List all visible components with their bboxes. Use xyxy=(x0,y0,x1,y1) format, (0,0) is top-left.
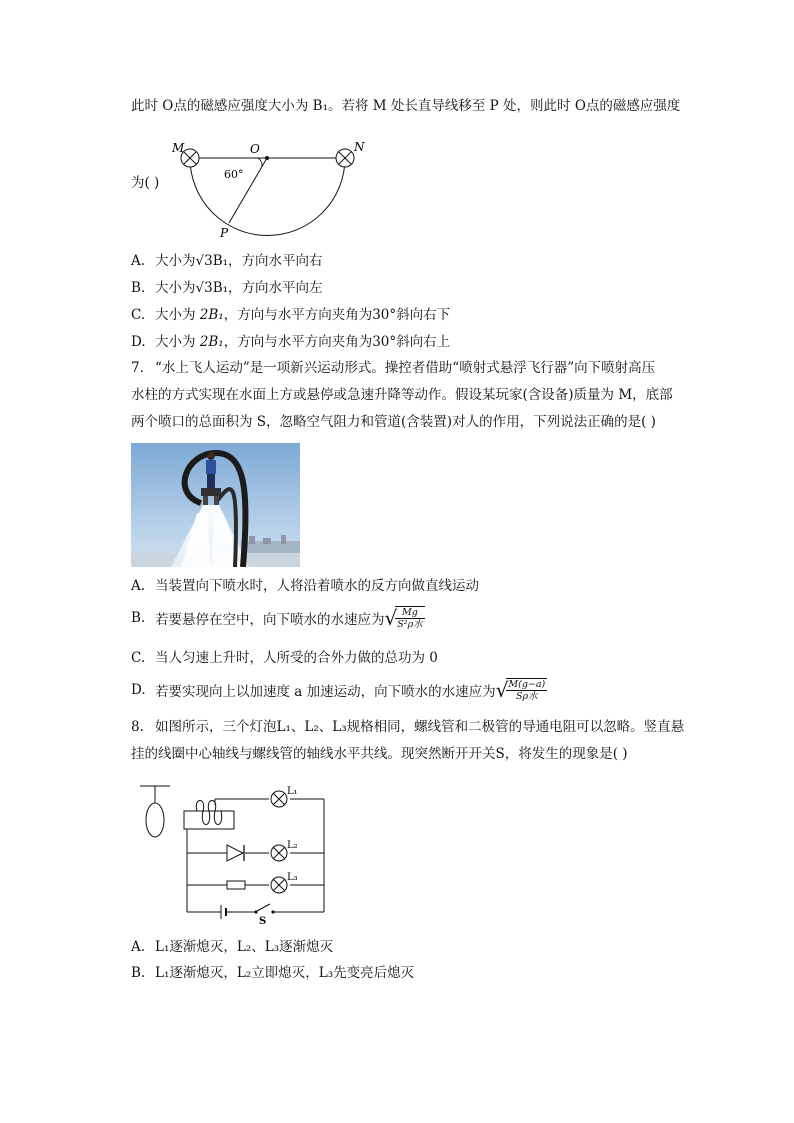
point-o xyxy=(265,156,269,160)
label-l1: L₁ xyxy=(287,786,298,797)
q7-option-b: B. 若要悬停在空中，向下喷水的水速应为 √ $\frac{Mg}{\text{S²ρ水}}$ xyxy=(131,606,423,630)
q7-stem-line1: 7. “水上飞人运动”是一项新兴运动形式。操控者借助“喷射式悬浮飞行器”向下喷射高压 xyxy=(131,360,656,376)
q7-stem-line3: 两个喷口的总面积为 S，忽略空气阻力和管道(含装置)对人的作用，下列说法正确的是( ) xyxy=(131,414,656,430)
q6-stem-line2: 为( ) xyxy=(131,175,160,191)
q8-option-b: B. L₁逐渐熄灭，L₂立即熄灭，L₃先变亮后熄灭 xyxy=(131,965,415,981)
jetpack-flyer-photo xyxy=(131,443,300,567)
q8-stem-line1: 8. 如图所示，三个灯泡L₁、L₂、L₃规格相同，螺线管和二极管的导通电阻可以忽略。竖直悬 xyxy=(131,719,685,735)
label-n: N xyxy=(354,140,365,154)
label-m: M xyxy=(172,141,185,155)
q7-option-d: D. 若要实现向上以加速度 a 加速运动，向下喷水的水速应为 √ $\frac{M(g-a)}{\text{Sρ水}}$ xyxy=(131,678,546,702)
label-l3: L₃ xyxy=(287,872,298,883)
q6-stem-line1: 此时 O点的磁感应强度大小为 B₁。若将 M 处长直导线移至 P 处，则此时 O点的磁感应强度 xyxy=(131,98,681,114)
sqrt-formula-b: √ $\frac{Mg}{\text{S²ρ水}}$ xyxy=(384,606,423,630)
q8-option-a: A. L₁逐渐熄灭，L₂、L₃逐渐熄灭 xyxy=(131,939,334,955)
semicircle-arc xyxy=(190,158,345,236)
diode-icon xyxy=(227,845,244,861)
q7-option-a: A. 当装置向下喷水时，人将沿着喷水的反方向做直线运动 xyxy=(131,578,479,594)
angle-arc xyxy=(258,158,262,166)
sqrt-formula-d: √ $\frac{M(g-a)}{\text{Sρ水}}$ xyxy=(495,678,546,702)
q6-magnetic-figure xyxy=(170,138,370,243)
label-l2: L₂ xyxy=(287,840,298,851)
q6-option-a: A. 大小为√3B₁，方向水平向右 xyxy=(131,253,323,269)
label-o: O xyxy=(250,142,260,156)
lamp-l2-icon xyxy=(271,845,287,861)
q7-stem-line2: 水柱的方式实现在水面上方或悬停或急速升降等动作。假设某玩家(含设备)质量为 M，底部 xyxy=(131,387,673,403)
hanging-coil xyxy=(146,803,164,837)
label-s: S xyxy=(259,916,267,925)
switch-pivot xyxy=(254,910,257,913)
q7-option-c: C. 当人匀速上升时，人所受的合外力做的总功为 0 xyxy=(131,650,438,666)
label-p: P xyxy=(220,226,229,240)
q6-option-b: B. 大小为√3B₁，方向水平向左 xyxy=(131,280,323,296)
q8-stem-line2: 挂的线圈中心轴线与螺线管的轴线水平共线。现突然断开开关S，将发生的现象是( ) xyxy=(131,746,628,762)
solenoid-winding xyxy=(196,801,221,825)
battery-icon xyxy=(221,905,226,919)
lamp-l3-icon xyxy=(271,877,287,893)
q8-circuit-diagram xyxy=(135,783,335,925)
wire-n-icon xyxy=(336,149,354,167)
resistor xyxy=(227,881,245,889)
q6-option-c: C. 大小为 2B₁，方向与水平方向夹角为30°斜向右下 xyxy=(131,307,451,323)
lamp-l1-icon xyxy=(271,791,287,807)
q6-option-d: D. 大小为 2B₁，方向与水平方向夹角为30°斜向右上 xyxy=(131,334,451,350)
label-angle: 60° xyxy=(224,168,244,181)
